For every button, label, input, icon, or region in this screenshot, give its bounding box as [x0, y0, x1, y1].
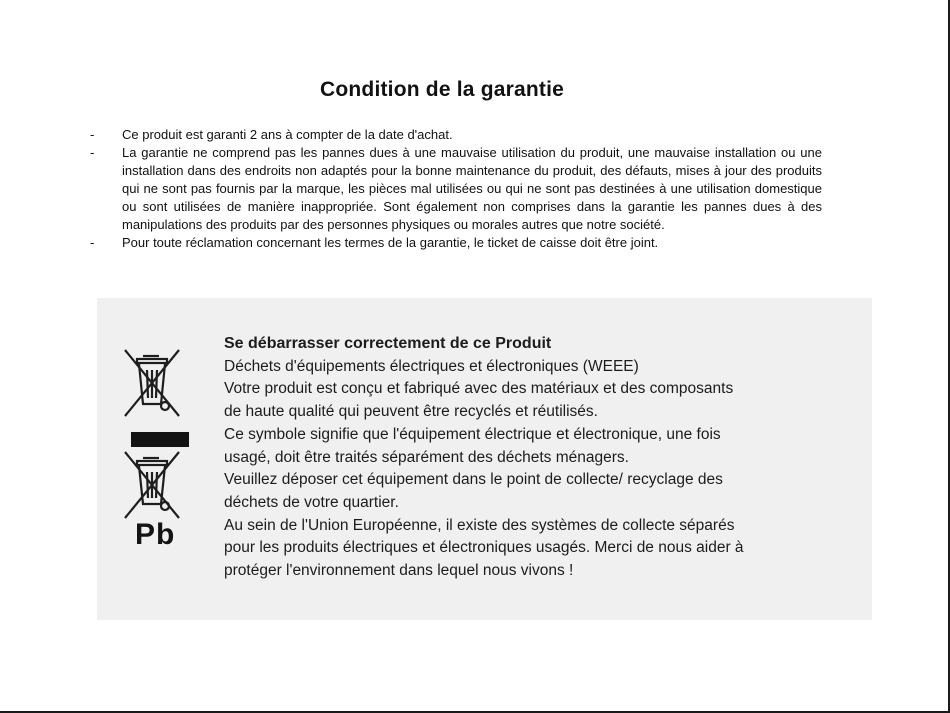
weee-disposal-panel	[97, 298, 872, 620]
weee-line: Veuillez déposer cet équipement dans le point de collecte/ recyclage des	[224, 471, 723, 489]
black-bar	[131, 432, 189, 447]
weee-line: déchets de votre quartier.	[224, 493, 399, 511]
lead-symbol-label: Pb	[135, 518, 176, 551]
weee-line: de haute qualité qui peuvent être recyclés et réutilisés.	[224, 403, 598, 421]
crossed-out-wheelie-bin-icon	[123, 450, 181, 522]
weee-text-block	[224, 333, 844, 583]
warranty-list	[90, 126, 822, 252]
bullet-dash: -	[90, 235, 95, 250]
bullet-dash: -	[90, 145, 95, 160]
weee-line: pour les produits électriques et électroniques usagés. Merci de nous aider à	[224, 539, 744, 557]
weee-line: Votre produit est conçu et fabriqué avec des matériaux et des composants	[224, 380, 734, 398]
list-item	[90, 144, 822, 234]
list-item-text: Ce produit est garanti 2 ans à compter de la date d'achat.	[122, 127, 453, 142]
weee-line: Déchets d'équipements électriques et électroniques (WEEE)	[224, 357, 639, 375]
list-item	[90, 126, 822, 144]
page-title: Condition de la garantie	[320, 78, 564, 101]
list-item-text: Pour toute réclamation concernant les termes de la garantie, le ticket de caisse doit être joint.	[122, 235, 659, 250]
bullet-dash: -	[90, 127, 95, 142]
list-item	[90, 234, 822, 252]
list-item-text: La garantie ne comprend pas les pannes dues à une mauvaise utilisation du produit, une mauvaise installation ou une installation dans des endroits non adaptés pour la bonne maintenance du produit, des défauts, mises à jour des produits qui ne sont pas fournis par la marque, les pièces mal utilisées ou qui ne sont pas destinées à une utilisation domestique ou sont utilisées de manière inappropriée. Sont également non comprises dans la garantie les pannes dues à des manipulations des produits par des personnes physiques ou morales autres que notre société.	[122, 145, 822, 232]
weee-heading: Se débarrasser correctement de ce Produit	[224, 335, 552, 352]
weee-line: Au sein de l'Union Européenne, il existe des systèmes de collecte séparés	[224, 516, 735, 534]
weee-line: Ce symbole signifie que l'équipement électrique et électronique, une fois	[224, 425, 721, 443]
crossed-out-wheelie-bin-icon	[123, 346, 181, 420]
weee-line: usagé, doit être traités séparément des déchets ménagers.	[224, 448, 629, 466]
weee-line: protéger l'environnement dans lequel nous vivons !	[224, 562, 574, 580]
